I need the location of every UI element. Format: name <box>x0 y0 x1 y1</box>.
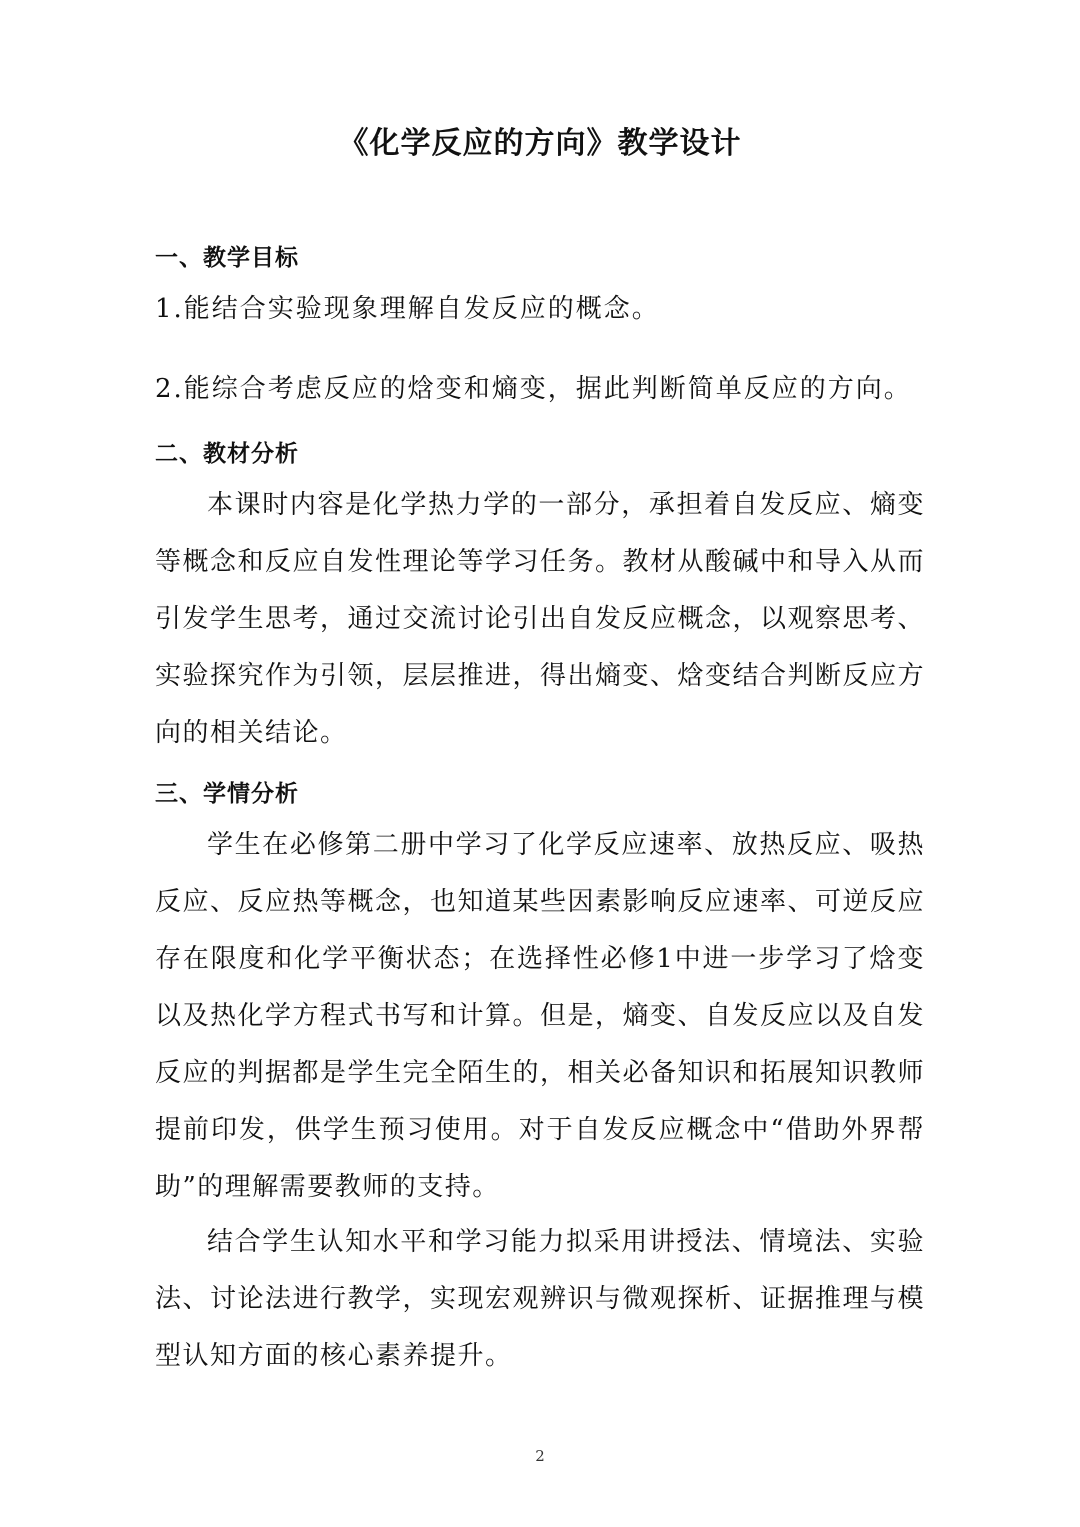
section-heading-textbook: 二、教材分析 <box>155 441 299 467</box>
section-heading-students: 三、学情分析 <box>155 781 299 807</box>
student-analysis-paragraph-2: 结合学生认知水平和学习能力拟采用讲授法、情境法、实验法、讨论法进行教学，实现宏观辨识与微观探析、证据推理与模型认知方面的核心素养提升。 <box>155 1227 926 1371</box>
page-number: 2 <box>535 1447 545 1465</box>
section-heading-goals: 一、教学目标 <box>155 245 299 271</box>
student-analysis-paragraph-1: 学生在必修第二册中学习了化学反应速率、放热反应、吸热反应、反应热等概念，也知道某些因素影响反应速率、可逆反应存在限度和化学平衡状态；在选择性必修1中进一步学习了焓变以及热化学方程式书写和计算。但是，熵变、自发反应以及自发反应的判据都是学生完全陌生的，相关必备知识和拓展知识教师提前印发，供学生预习使用。对于自发反应概念中“借助外界帮助”的理解需要教师的支持。 <box>155 830 926 1202</box>
document-title: 《化学反应的方向》教学设计 <box>338 126 742 161</box>
textbook-analysis-paragraph: 本课时内容是化学热力学的一部分，承担着自发反应、熵变等概念和反应自发性理论等学习任务。教材从酸碱中和导入从而引发学生思考，通过交流讨论引出自发反应概念，以观察思考、实验探究作为引领，层层推进，得出熵变、焓变结合判断反应方向的相关结论。 <box>155 490 926 748</box>
goal-item-1: 1.能结合实验现象理解自发反应的概念。 <box>155 294 660 324</box>
goal-item-2: 2.能综合考虑反应的焓变和熵变，据此判断简单反应的方向。 <box>155 374 912 404</box>
